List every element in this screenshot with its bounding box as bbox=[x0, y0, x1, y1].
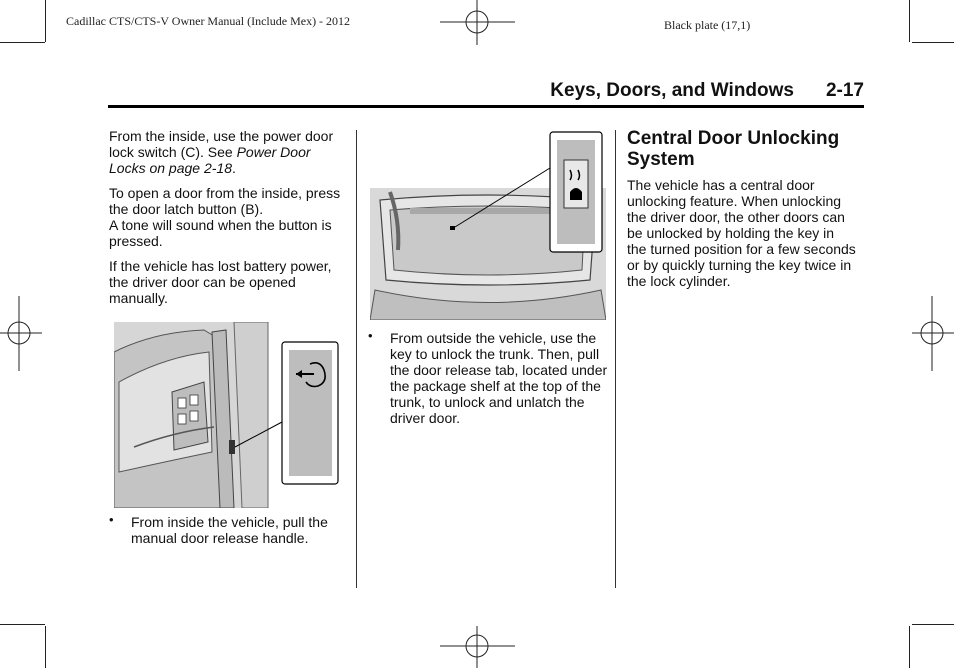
paragraph-battery-power: If the vehicle has lost battery power, the driver door can be opened manually. bbox=[109, 258, 332, 306]
paragraph-latch-button: To open a door from the inside, press the door latch button (B). A tone will sound when the button is pressed. bbox=[109, 185, 341, 249]
registration-mark-right bbox=[912, 296, 954, 371]
bullet-glyph: • bbox=[368, 328, 373, 343]
column-divider bbox=[615, 130, 616, 588]
heading-central-door-unlocking: Central Door Unlocking System bbox=[627, 128, 840, 170]
bullet-glyph: • bbox=[109, 512, 114, 527]
paragraph-lock-switch: From the inside, use the power door lock switch (C). See Power Door Locks on page 2-18. bbox=[109, 128, 334, 176]
crop-mark bbox=[909, 626, 910, 668]
crop-mark bbox=[909, 0, 910, 42]
crop-mark bbox=[0, 624, 45, 625]
crop-mark bbox=[912, 624, 954, 625]
print-header-plate: Black plate (17,1) bbox=[664, 18, 751, 32]
cross-reference-link[interactable]: Power Door Locks on page 2-18 bbox=[109, 144, 311, 176]
trunk-illustration bbox=[370, 130, 606, 320]
section-title: Keys, Doors, and Windows bbox=[550, 80, 794, 101]
crop-mark bbox=[0, 42, 45, 43]
registration-mark-bottom bbox=[440, 626, 515, 668]
crop-mark bbox=[45, 626, 46, 668]
print-header-title: Cadillac CTS/CTS-V Owner Manual (Include Mex) - 2012 bbox=[66, 14, 351, 28]
registration-mark-left bbox=[0, 296, 42, 371]
crop-mark bbox=[45, 0, 46, 42]
paragraph-central-unlocking: The vehicle has a central door unlocking feature. When unlocking the driver door, the other doors can be unlocked by holding the key in the turned position for a few seconds or by quickly turning the key twice in the lock cylinder. bbox=[627, 177, 856, 289]
section-header bbox=[108, 80, 864, 108]
crop-mark bbox=[912, 42, 954, 43]
column-1-text bbox=[109, 128, 349, 315]
column-divider bbox=[356, 130, 357, 588]
registration-mark-top bbox=[440, 0, 515, 45]
page-number: 2-17 bbox=[825, 80, 864, 101]
door-interior-illustration bbox=[114, 322, 340, 508]
